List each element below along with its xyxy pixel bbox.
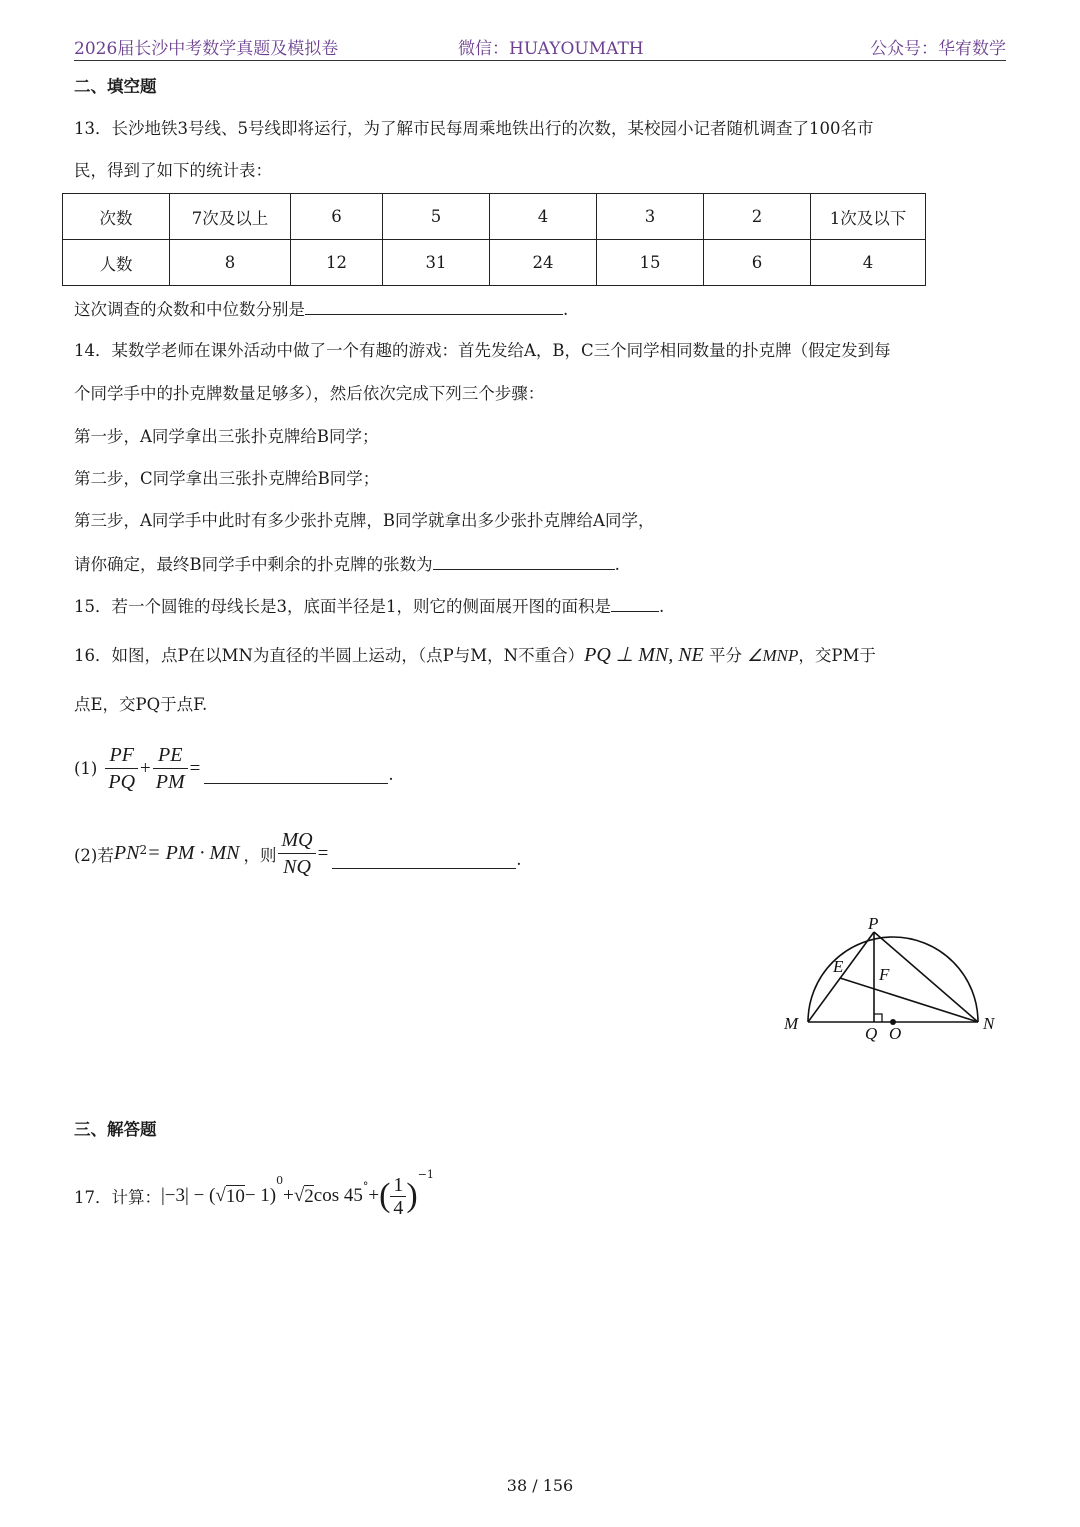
table-cell: 6 — [291, 194, 383, 240]
page-header — [74, 34, 1006, 61]
table-cell: 7次及以上 — [170, 194, 291, 240]
section-title-fill-blank: 二、填空题 — [74, 77, 157, 96]
q17-label: 17．计算： — [74, 1188, 161, 1207]
fraction-denominator: PM — [155, 771, 185, 793]
plus-sign: + — [140, 757, 151, 779]
label-e: E — [833, 957, 844, 976]
statistics-table — [62, 193, 926, 286]
table-cell: 24 — [490, 240, 597, 286]
q17-part: |−3| − ( — [161, 1185, 216, 1206]
q14-step1: 第一步，A同学拿出三张扑克牌给B同学； — [74, 427, 379, 446]
equals-sign: = — [317, 842, 329, 864]
q16-line2: 点E，交PQ于点F. — [74, 695, 208, 714]
fraction-numerator: MQ — [278, 827, 315, 854]
q16-part2-label: (2)若 — [74, 845, 114, 865]
q16-part2 — [74, 827, 522, 880]
q15-line — [74, 595, 664, 618]
table-row — [63, 194, 926, 240]
table-cell: 6 — [704, 240, 811, 286]
q13-question-text: 这次调查的众数和中位数分别是 — [74, 300, 305, 319]
q16-part2-period: . — [516, 850, 522, 869]
q17-part: cos 45 — [313, 1185, 363, 1206]
q16-part1-period: . — [388, 765, 394, 784]
q16-part2-pn: PN — [113, 842, 140, 864]
fraction-denominator: PQ — [108, 771, 136, 793]
q13-line2: 民，得到了如下的统计表： — [74, 161, 272, 180]
q17-part: − 1) — [244, 1185, 277, 1206]
q13-period: . — [563, 300, 569, 319]
fraction-numerator: PE — [153, 742, 188, 769]
label-m: M — [784, 1014, 799, 1033]
q16-math-angle: ∠MNP — [747, 646, 799, 665]
right-paren-icon: ) — [406, 1177, 418, 1214]
right-angle-mark — [874, 1014, 882, 1022]
q14-step3: 第三步，A同学手中此时有多少张扑克牌，B同学就拿出多少张扑克牌给A同学， — [74, 511, 655, 530]
answer-blank[interactable] — [332, 852, 516, 869]
q16-part1 — [74, 742, 394, 795]
table-cell: 3 — [597, 194, 704, 240]
answer-blank[interactable] — [433, 553, 615, 570]
q14-question-text: 请你确定，最终B同学手中剩余的扑克牌的张数为 — [74, 555, 433, 574]
header-right: 公众号：华宥数学 — [870, 39, 1006, 59]
q13-question — [74, 298, 568, 321]
degree-sign: ° — [362, 1180, 369, 1193]
semicircle-geometry-figure — [778, 912, 1008, 1047]
table-cell: 2 — [704, 194, 811, 240]
fraction-numerator: PF — [105, 742, 138, 769]
sqrt-icon: √ — [293, 1185, 305, 1206]
sqrt-radicand: 10 — [225, 1185, 245, 1207]
chord-pn — [874, 932, 978, 1022]
q17-expression — [74, 1168, 434, 1224]
q17-part: + — [368, 1185, 380, 1206]
left-paren-icon: ( — [379, 1177, 391, 1214]
q16-part2-then: ，则 — [243, 845, 277, 865]
label-f: F — [879, 965, 890, 984]
q14-step2: 第二步，C同学拿出三张扑克牌给B同学； — [74, 469, 380, 488]
label-q: Q — [865, 1024, 878, 1043]
fraction-denominator: NQ — [283, 856, 311, 878]
answer-blank[interactable] — [305, 298, 563, 315]
q16-text-c: ，交PM于 — [798, 646, 876, 665]
table-cell: 次数 — [63, 194, 170, 240]
fraction-denominator: 4 — [393, 1196, 404, 1219]
q14-question — [74, 553, 620, 576]
table-cell: 4 — [811, 240, 926, 286]
table-cell: 人数 — [63, 240, 170, 286]
table-cell: 12 — [291, 240, 383, 286]
section-title-solve: 三、解答题 — [74, 1120, 157, 1139]
q16-part2-condition: = PM · MN — [147, 842, 240, 864]
sqrt-icon: √ — [215, 1185, 226, 1206]
header-center: 微信：HUAYOUMATH — [458, 39, 644, 59]
q16-text-a: 16．如图，点P在以MN为直径的半圆上运动，（点P与M，N不重合） — [74, 646, 585, 665]
fraction-numerator: 1 — [390, 1174, 406, 1197]
answer-blank[interactable] — [611, 595, 659, 612]
q15-text: 15．若一个圆锥的母线长是3，底面半径是1，则它的侧面展开图的面积是 — [74, 597, 611, 616]
table-cell: 31 — [383, 240, 490, 286]
chord-pm — [808, 932, 874, 1022]
exponent: 2 — [139, 843, 148, 857]
label-p: P — [868, 914, 879, 933]
table-cell: 4 — [490, 194, 597, 240]
fraction-pe-pm — [153, 742, 188, 795]
fraction-mq-nq — [278, 827, 315, 880]
table-cell: 8 — [170, 240, 291, 286]
exponent: −1 — [417, 1168, 434, 1181]
q16-math-perp: PQ ⊥ MN, NE — [584, 644, 704, 666]
label-o: O — [889, 1024, 902, 1043]
exponent: 0 — [276, 1174, 284, 1187]
page-number: 38 / 156 — [506, 1476, 574, 1495]
table-cell: 1次及以下 — [811, 194, 926, 240]
equals-sign: = — [189, 757, 201, 779]
fraction-pf-pq — [105, 742, 138, 795]
label-n: N — [983, 1014, 995, 1033]
q17-part: + — [283, 1185, 294, 1206]
q14-period: . — [614, 555, 620, 574]
sqrt-radicand: 2 — [304, 1185, 314, 1207]
table-cell: 15 — [597, 240, 704, 286]
answer-blank[interactable] — [204, 767, 388, 784]
table-row — [63, 240, 926, 286]
q14-line2: 个同学手中的扑克牌数量足够多），然后依次完成下列三个步骤： — [74, 384, 545, 403]
semicircle-arc — [808, 937, 978, 1022]
bisector-ne — [840, 978, 978, 1022]
q15-period: . — [659, 597, 665, 616]
table-cell: 5 — [383, 194, 490, 240]
header-left: 2026届长沙中考数学真题及模拟卷 — [74, 39, 339, 59]
q13-line1: 13．长沙地铁3号线、5号线即将运行，为了解市民每周乘地铁出行的次数，某校园小记者随机调查了100名市 — [74, 119, 874, 138]
q16-line1 — [74, 644, 876, 667]
q14-line1: 14．某数学老师在课外活动中做了一个有趣的游戏：首先发给A，B，C三个同学相同数量的扑克牌（假定发到每 — [74, 341, 891, 360]
q16-part1-label: (1) — [74, 759, 98, 778]
q16-text-b: 平分 — [703, 646, 748, 665]
fraction-one-quarter — [390, 1174, 406, 1219]
